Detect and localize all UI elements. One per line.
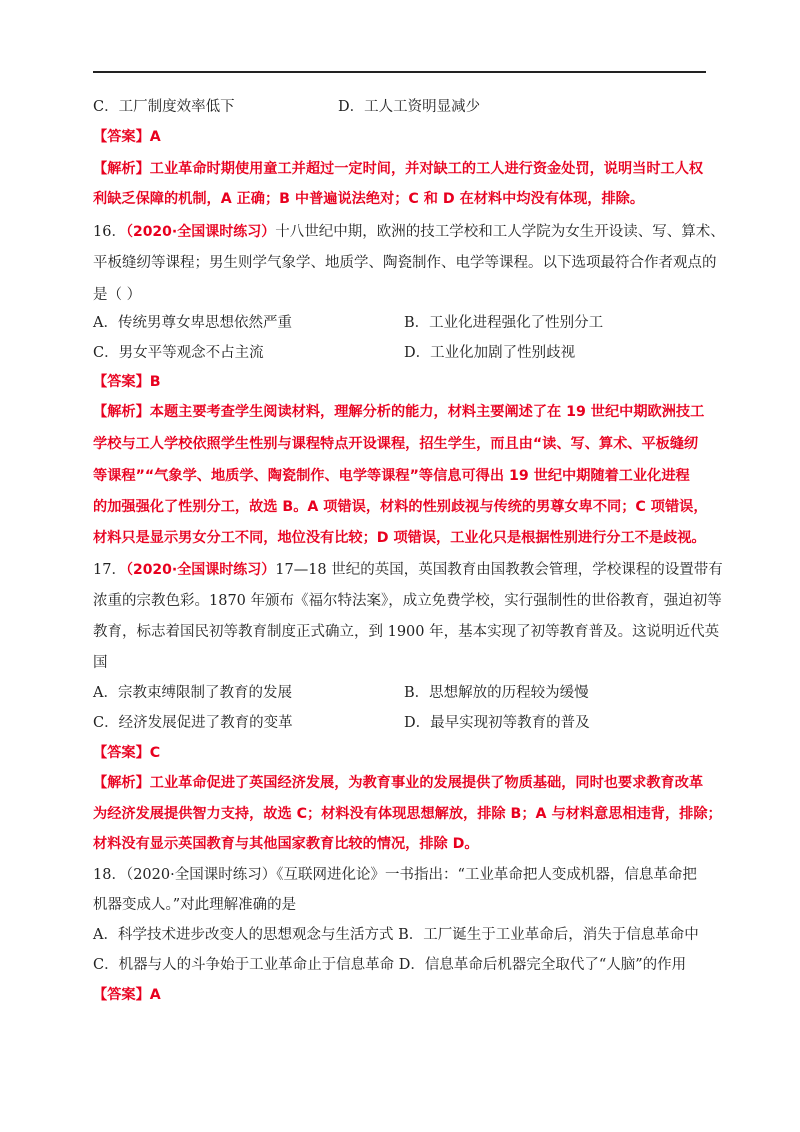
- q18-options-cd: C．机器与人的斗争始于工业革命止于信息革命 D．信息革命后机器完全取代了“人脑”的作用: [93, 957, 687, 973]
- q17-option-c: C．经济发展促进了教育的变革: [93, 715, 293, 731]
- q16-option-a: A．传统男尊女卑思想依然严重: [93, 315, 292, 331]
- q17-source: （2020·全国课时练习）: [125, 562, 276, 578]
- header-rule: [93, 71, 706, 73]
- q15-option-c: C．工厂制度效率低下: [93, 99, 235, 115]
- q17-analysis-line-2: 为经济发展提供智力支持，故选 C；材料没有体现思想解放，排除 B；A 与材料意思相违背，排除；: [93, 806, 722, 822]
- q16-analysis-line-4: 的加强强化了性别分工，故选 B。A 项错误，材料的性别歧视与传统的男尊女卑不同；C 项错误，: [93, 499, 708, 515]
- q18-stem-line-2: 机器变成人。”对此理解准确的是: [93, 897, 297, 913]
- q16-analysis-line-3: 等课程”“气象学、地质学、陶瓷制作、电学等课程”等信息可得出 19 世纪中期随着工业化进程: [93, 468, 690, 484]
- q17-number: 17．: [93, 562, 126, 578]
- q17-analysis-line-3: 材料没有显示英国教育与其他国家教育比较的情况，排除 D。: [93, 836, 479, 852]
- q16-analysis-line-5: 材料只是显示男女分工不同，地位没有比较；D 项错误，工业化只是根据性别进行分工不是歧视。: [93, 530, 706, 546]
- q15-option-d: D．工人工资明显减少: [338, 99, 481, 115]
- q17-stem-line-3: 教育，标志着国民初等教育制度正式确立，到 1900 年，基本实现了初等教育普及。这说明近代英: [93, 624, 720, 640]
- q16-number: 16．: [93, 224, 126, 240]
- q18-answer: 【答案】A: [93, 987, 161, 1003]
- q16-analysis-line-2: 学校与工人学校依照学生性别与课程特点开设课程，招生学生，而且由“读、写、算术、平板缝纫: [93, 436, 699, 452]
- q15-analysis-line-2: 利缺乏保障的机制，A 正确；B 中普遍说法绝对；C 和 D 在材料中均没有体现，排除。: [93, 191, 645, 207]
- q16-source: （2020·全国课时练习）: [125, 224, 276, 240]
- q15-answer: 【答案】A: [93, 129, 161, 145]
- q17-option-a: A．宗教束缚限制了教育的发展: [93, 685, 292, 701]
- q16-answer: 【答案】B: [93, 374, 161, 390]
- q17-option-b: B．思想解放的历程较为缓慢: [404, 685, 589, 701]
- q17-stem-line-2: 浓重的宗教色彩。1870 年颁布《福尔特法案》，成立免费学校，实行强制性的世俗教育，强迫初等: [93, 593, 722, 609]
- q16-stem-line-1: [93, 222, 725, 242]
- q17-stem-text-1: 17—18 世纪的英国，英国教育由国教教会管理，学校课程的设置带有: [275, 562, 723, 578]
- q17-analysis-line-1: 【解析】工业革命促进了英国经济发展，为教育事业的发展提供了物质基础，同时也要求教育改革: [93, 775, 704, 791]
- q16-option-b: B．工业化进程强化了性别分工: [404, 315, 604, 331]
- q16-stem-line-3: 是（ ）: [93, 287, 142, 303]
- q17-option-d: D．最早实现初等教育的普及: [404, 715, 590, 731]
- q17-stem-line-4: 国: [93, 655, 108, 671]
- q16-option-d: D．工业化加剧了性别歧视: [404, 345, 576, 361]
- q15-analysis-line-1: 【解析】工业革命时期使用童工并超过一定时间，并对缺工的工人进行资金处罚，说明当时工人权: [93, 161, 704, 177]
- q17-stem-line-1: [93, 560, 723, 580]
- q16-option-c: C．男女平等观念不占主流: [93, 345, 264, 361]
- q18-options-ab: A．科学技术进步改变人的思想观念与生活方式 B．工厂诞生于工业革命后，消失于信息革命中: [93, 927, 699, 943]
- q17-answer: 【答案】C: [93, 745, 161, 761]
- q16-stem-line-2: 平板缝纫等课程；男生则学气象学、地质学、陶瓷制作、电学等课程。以下选项最符合作者观点的: [93, 255, 717, 271]
- q16-stem-text-1: 十八世纪中期，欧洲的技工学校和工人学院为女生开设读、写、算术、: [275, 224, 725, 240]
- q18-stem-line-1: 18．（2020·全国课时练习）《互联网进化论》一书指出：“工业革命把人变成机器，信息革命把: [93, 867, 697, 883]
- q16-analysis-line-1: 【解析】本题主要考查学生阅读材料，理解分析的能力，材料主要阐述了在 19 世纪中期欧洲技工: [93, 404, 705, 420]
